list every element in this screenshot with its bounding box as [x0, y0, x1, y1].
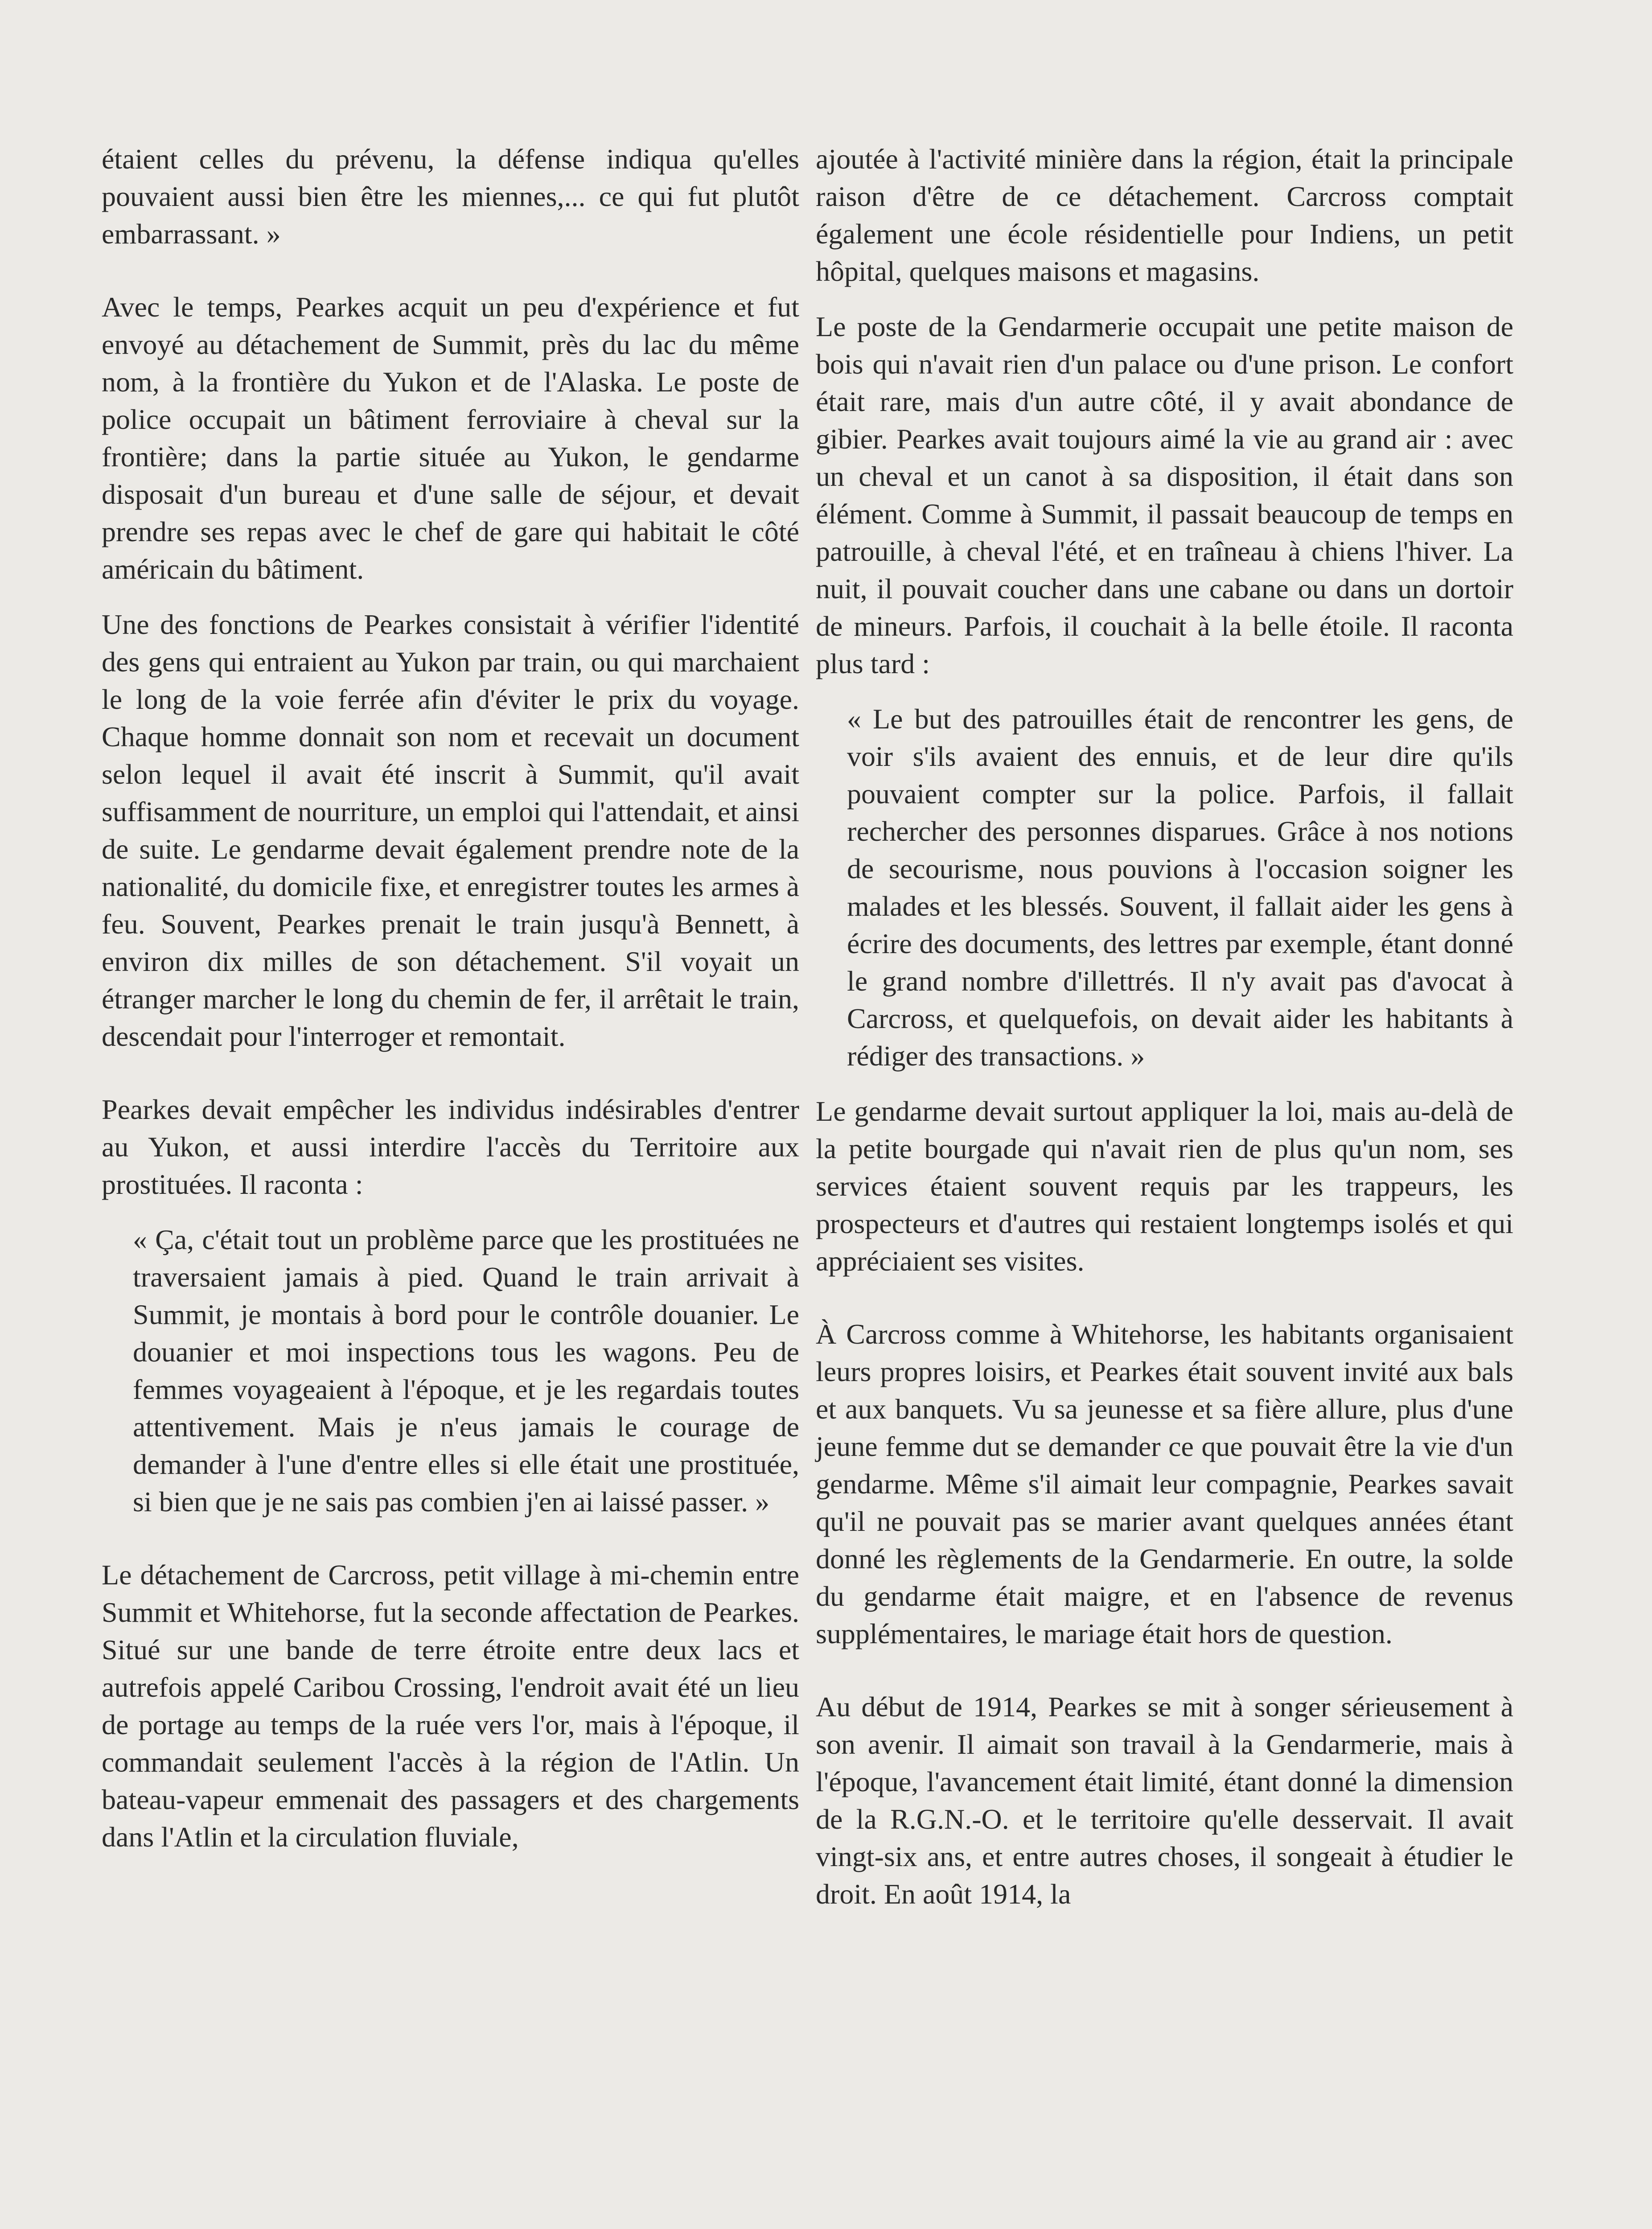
block-quote: « Ça, c'était tout un problème parce que les prostituées ne traversaient jamais à pied. Quand le train arrivait à Summit, je montais à bord pour le contrôle douanier. Le douanier et moi inspections tous les wagons. Peu de femmes voyageaient à l'époque, et je les regardais toutes attentivement. Mais je n'eus jamais le courage de demander à l'une d'entre elles si elle était une prostituée, si bien que je ne sais pas combien j'en ai laissé passer. » [133, 1224, 799, 1518]
paragraph: À Carcross comme à Whitehorse, les habitants organisaient leurs propres loisirs, et Pearkes était souvent invité aux bals et aux banquets. Vu sa jeunesse et sa fière allure, plus d'une jeune femme dut se demander ce que pouvait être la vie d'un gendarme. Même s'il aimait leur compagnie, Pearkes savait qu'il ne pouvait pas se marier avant quelques années étant donné les règlements de la Gendarmerie. En outre, la solde du gendarme était maigre, et en l'absence de revenus supplémentaires, le mariage était hors de question. [816, 1318, 1513, 1649]
paragraph: Le détachement de Carcross, petit village à mi-chemin entre Summit et Whitehorse, fut la seconde affectation de Pearkes. Situé sur une bande de terre étroite entre deux lacs et autrefois appelé Caribou Crossing, l'endroit avait été un lieu de portage au temps de la ruée vers l'or, mais à l'époque, il commandait seulement l'accès à la région de l'Atlin. Un bateau-vapeur emmenait des passagers et des chargements dans l'Atlin et la circulation fluviale, [102, 1559, 799, 1853]
right-column [816, 140, 1513, 1931]
paragraph: étaient celles du prévenu, la défense indiqua qu'elles pouvaient aussi bien être les miennes,... ce qui fut plutôt embarrassant. » [102, 143, 799, 250]
paragraph: Avec le temps, Pearkes acquit un peu d'expérience et fut envoyé au détachement de Summit, près du lac du même nom, à la frontière du Yukon et de l'Alaska. Le poste de police occupait un bâtiment ferroviaire à cheval sur la frontière; dans la partie située au Yukon, le gendarme disposait d'un bureau et d'une salle de séjour, et devait prendre ses repas avec le chef de gare qui habitait le côté américain du bâtiment. [102, 291, 799, 585]
paragraph: Le gendarme devait surtout appliquer la loi, mais au-delà de la petite bourgade qui n'avait rien de plus qu'un nom, ses services étaient souvent requis par les trappeurs, les prospecteurs et d'autres qui restaient longtemps isolés et qui appréciaient ses visites. [816, 1095, 1513, 1277]
block-quote: « Le but des patrouilles était de rencontrer les gens, de voir s'ils avaient des ennuis, et de leur dire qu'ils pouvaient compter sur la police. Parfois, il fallait rechercher des personnes disparues. Grâce à nos notions de secourisme, nous pouvions à l'occasion soigner les malades et les blessés. Souvent, il fallait aider les gens à écrire des documents, des lettres par exemple, étant donné le grand nombre d'illettrés. Il n'y avait pas d'avocat à Carcross, et quelquefois, on devait aider les habitants à rédiger des transactions. » [847, 703, 1513, 1072]
paragraph: Une des fonctions de Pearkes consistait à vérifier l'identité des gens qui entraient au Yukon par train, ou qui marchaient le long de la voie ferrée afin d'éviter le prix du voyage. Chaque homme donnait son nom et recevait un document selon lequel il avait été inscrit à Summit, qu'il avait suffisamment de nourriture, un emploi qui l'attendait, et ainsi de suite. Le gendarme devait également prendre note de la nationalité, du domicile fixe, et enregistrer toutes les armes à feu. Souvent, Pearkes prenait le train jusqu'à Bennett, à environ dix milles de son détachement. S'il voyait un étranger marcher le long du chemin de fer, il arrêtait le train, descendait pour l'interroger et remontait. [102, 609, 799, 1052]
left-column [102, 140, 799, 1874]
paragraph: ajoutée à l'activité minière dans la région, était la principale raison d'être de ce détachement. Carcross comptait également une école résidentielle pour Indiens, un petit hôpital, quelques maisons et magasins. [816, 143, 1513, 287]
paragraph: Au début de 1914, Pearkes se mit à songer sérieusement à son avenir. Il aimait son travail à la Gendarmerie, mais à l'époque, l'avancement était limité, étant donné la dimension de la R.G.N.-O. et le territoire qu'elle desservait. Il avait vingt-six ans, et entre autres choses, il songeait à étudier le droit. En août 1914, la [816, 1691, 1513, 1910]
paragraph: Pearkes devait empêcher les individus indésirables d'entrer au Yukon, et aussi interdire l'accès du Territoire aux prostituées. Il raconta : [102, 1094, 799, 1200]
paragraph: Le poste de la Gendarmerie occupait une petite maison de bois qui n'avait rien d'un palace ou d'une prison. Le confort était rare, mais d'un autre côté, il y avait abondance de gibier. Pearkes avait toujours aimé la vie au grand air : avec un cheval et un canot à sa disposition, il était dans son élément. Comme à Summit, il passait beaucoup de temps en patrouille, à cheval l'été, et en traîneau à chiens l'hiver. La nuit, il pouvait coucher dans une cabane ou dans un dortoir de mineurs. Parfois, il couchait à la belle étoile. Il raconta plus tard : [816, 311, 1513, 679]
